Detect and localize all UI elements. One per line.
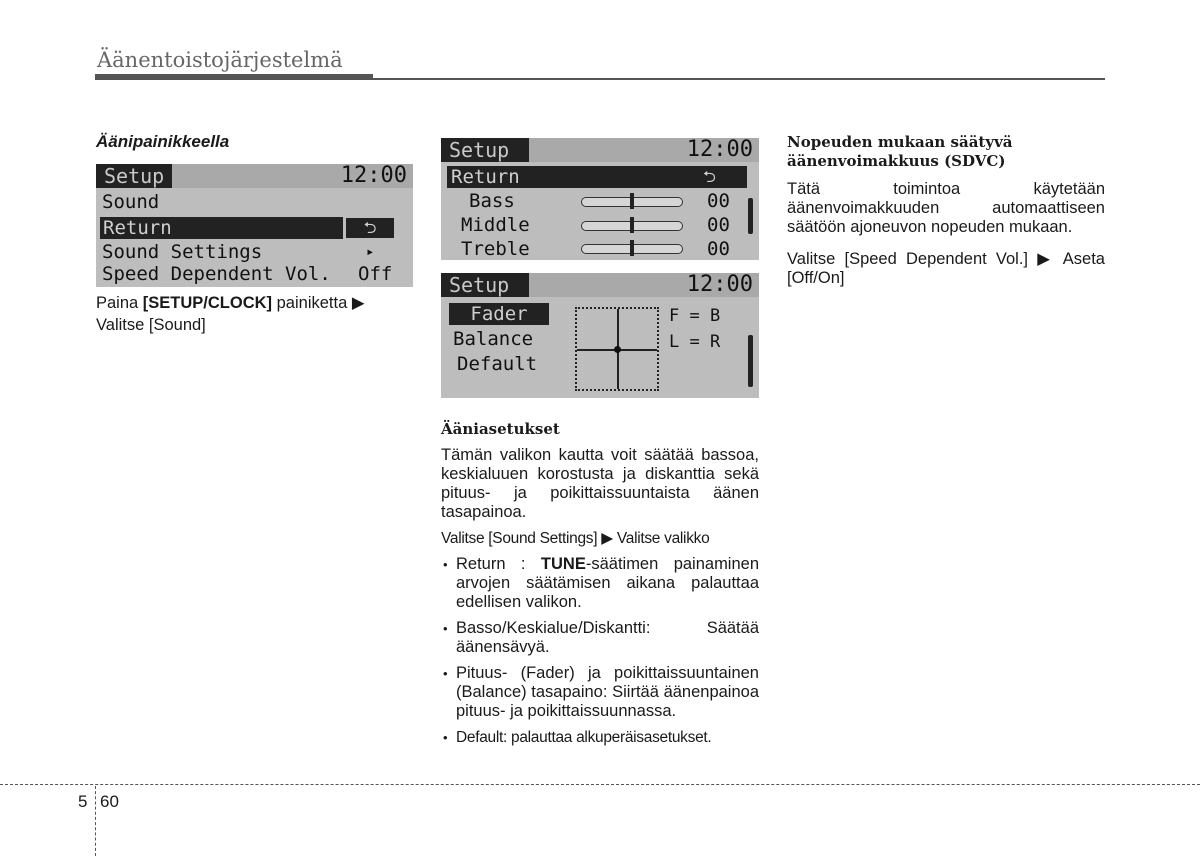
scrollbar[interactable]: [748, 198, 753, 234]
chevron-right-icon: ▸: [366, 244, 375, 260]
lcd-screen-fader: [441, 273, 759, 398]
middle-slider[interactable]: [581, 221, 683, 231]
middle-value: 00: [707, 214, 730, 236]
lcd-screen-eq: [441, 138, 759, 260]
instruction-post: painiketta ▶: [272, 294, 365, 312]
footer-vertical-rule: [95, 786, 96, 856]
section-heading-sound-settings: Ääniasetukset: [441, 420, 560, 438]
sound-settings-paragraph: Tämän valikon kautta voit säätää bassoa, keskialuuen korostusta ja diskanttia sekä pituus- ja poikittaissuuntaista äänen tasapainoa.: [441, 446, 759, 521]
instruction-line1: [96, 294, 416, 313]
menu-item-speed-dependent-vol[interactable]: Speed Dependent Vol.: [102, 263, 331, 285]
menu-item-fader[interactable]: Fader: [449, 303, 549, 325]
menu-item-balance[interactable]: Balance: [453, 328, 534, 350]
menu-item-return[interactable]: Return: [447, 166, 747, 188]
balance-value: L = R: [669, 332, 721, 352]
lcd-clock: 12:00: [686, 137, 753, 162]
bass-slider[interactable]: [581, 197, 683, 207]
band-label-treble: Treble: [461, 238, 530, 260]
list-item: • Pituus- (Fader) ja poikittaissuuntainen (Balance) tasapaino: Siirtää äänenpainoa pituus- ja poikittaissuunnassa.: [441, 664, 759, 721]
fader-balance-grid[interactable]: [575, 307, 659, 391]
return-icon: ⮌: [703, 167, 716, 186]
select-menu-line: Valitse [Sound Settings] ▶ Valitse valikko: [441, 530, 710, 547]
list-item: [441, 555, 759, 612]
sdvc-select-line: Valitse [Speed Dependent Vol.] ▶ Aseta [Off/On]: [787, 250, 1105, 287]
lcd-title: Setup: [96, 164, 172, 188]
slider-thumb[interactable]: [630, 217, 634, 233]
chapter-number: 5: [78, 792, 88, 811]
slider-thumb[interactable]: [630, 240, 634, 256]
page-number: 60: [100, 792, 119, 811]
section-label: Äänipainikkeella: [96, 132, 230, 151]
lcd-clock: 12:00: [340, 163, 407, 188]
bass-value: 00: [707, 190, 730, 212]
instruction-line2: Valitse [Sound]: [96, 316, 206, 334]
position-marker-icon: [614, 346, 621, 353]
menu-item-return[interactable]: Return: [100, 217, 343, 239]
settings-bullet-list: [441, 555, 759, 754]
bullet-return-post: -säätimen painaminen arvojen säätämisen aikana palauttaa edellisen valikon.: [456, 555, 760, 611]
sdvc-paragraph: Tätä toimintoa käytetään äänenvoimakkuuden automaattiseen säätöön ajoneuvon nopeuden mukaan.: [787, 180, 1105, 236]
sdv-value: Off: [358, 263, 393, 285]
slider-thumb[interactable]: [630, 193, 634, 209]
header-accent-bar: [95, 74, 373, 80]
section-heading-sdvc: Nopeuden mukaan säätyvä äänenvoimakkuus (SDVC): [787, 133, 1013, 170]
fader-value: F = B: [669, 306, 721, 326]
footer-rule: [0, 784, 1200, 785]
treble-slider[interactable]: [581, 244, 683, 254]
band-label-middle: Middle: [461, 214, 530, 236]
tune-key: TUNE: [540, 555, 586, 573]
treble-value: 00: [707, 238, 730, 260]
lcd-title: Setup: [441, 273, 529, 297]
list-item: • Default: palauttaa alkuperäisasetukset.: [441, 728, 759, 747]
lcd-subtitle: Sound: [102, 191, 160, 213]
menu-item-sound-settings[interactable]: Sound Settings: [102, 241, 263, 263]
setup-clock-key: [SETUP/CLOCK]: [142, 294, 273, 312]
header-rule: [373, 78, 1105, 80]
band-label-bass: Bass: [469, 190, 515, 212]
lcd-title: Setup: [441, 138, 529, 162]
instruction-pre: Paina: [96, 294, 143, 312]
bullet-return-pre: Return :: [456, 555, 541, 573]
page-header-title: Äänentoistojärjestelmä: [97, 48, 343, 72]
return-icon: ⮌: [346, 218, 394, 238]
scrollbar[interactable]: [748, 335, 753, 387]
lcd-screen-sound: [96, 164, 413, 287]
lcd-clock: 12:00: [686, 272, 753, 297]
menu-item-default[interactable]: Default: [457, 353, 538, 375]
list-item: • Basso/Keskialue/Diskantti: Säätää äänensävyä.: [441, 619, 759, 657]
